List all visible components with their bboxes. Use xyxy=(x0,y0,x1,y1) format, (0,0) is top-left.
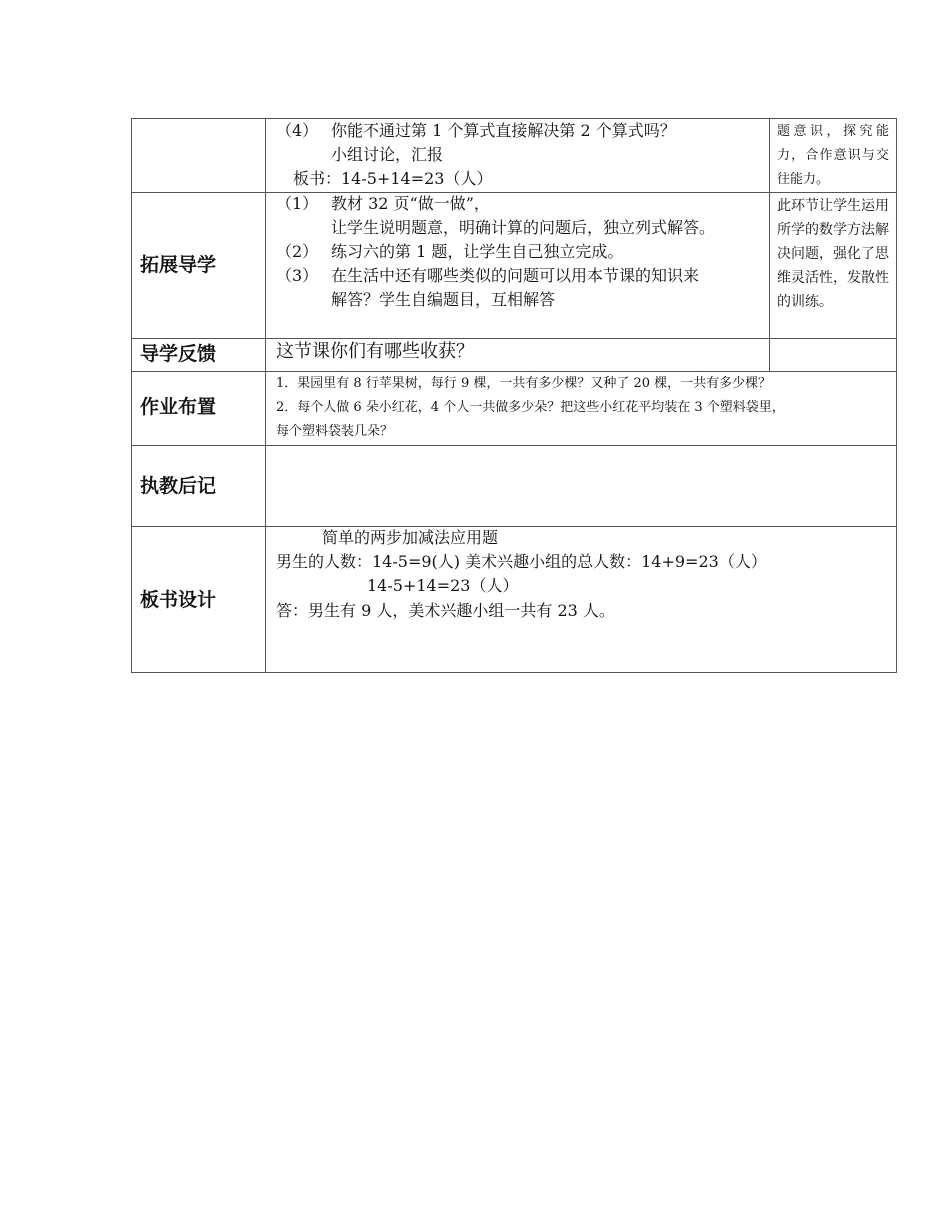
row-divider xyxy=(131,371,897,372)
row-divider xyxy=(131,338,897,339)
row-header-banshu: 板书设计 xyxy=(140,589,217,611)
design-note: 题意识，探究能力，合作意识与交往能力。 xyxy=(777,124,889,187)
row-divider xyxy=(131,445,897,446)
column-divider xyxy=(265,118,266,673)
board-formula: 板书：14-5+14=23（人） xyxy=(293,169,493,188)
design-note: 此环节让学生运用所学的数学方法解决问题，强化了思维灵活性，发散性的训练。 xyxy=(777,198,889,310)
table-border-bottom xyxy=(131,672,897,673)
step-text: 在生活中还有哪些类似的问题可以用本节课的知识来 xyxy=(331,266,700,285)
table-border-right xyxy=(896,118,897,673)
row-header-fankui: 导学反馈 xyxy=(140,343,217,365)
step-number: （4） xyxy=(276,121,319,140)
table-border-left xyxy=(131,118,132,673)
step-text: 教材 32 页“做一做”， xyxy=(331,194,490,213)
board-answer: 答：男生有 9 人，美术兴趣小组一共有 23 人。 xyxy=(276,601,615,620)
feedback-question: 这节课你们有哪些收获？ xyxy=(276,341,474,362)
column-divider xyxy=(769,118,770,372)
step-number: （2） xyxy=(276,242,319,261)
homework-item: 1．果园里有 8 行苹果树，每行 9 棵，一共有多少棵？又种了 20 棵，一共有多少棵？ xyxy=(276,376,772,391)
row-divider xyxy=(131,192,897,193)
step-text: 练习六的第 1 题，让学生自己独立完成。 xyxy=(331,242,624,261)
table-border-top xyxy=(131,118,897,119)
homework-item: 每个塑料袋装几朵？ xyxy=(276,424,394,439)
step-text: 你能不通过第 1 个算式直接解决第 2 个算式吗？ xyxy=(331,121,676,140)
row-header-tuozhan: 拓展导学 xyxy=(140,254,217,276)
step-text: 让学生说明题意，明确计算的问题后，独立列式解答。 xyxy=(331,218,716,237)
step-text: 小组讨论，汇报 xyxy=(331,145,444,164)
step-text: 解答？学生自编题目，互相解答 xyxy=(331,290,556,309)
board-line: 男生的人数：14-5=9(人) 美术兴趣小组的总人数：14+9=23（人） xyxy=(276,552,767,571)
step-number: （3） xyxy=(276,266,319,285)
row-header-zuoye: 作业布置 xyxy=(140,396,217,418)
row-divider xyxy=(131,526,897,527)
board-title: 简单的两步加减法应用题 xyxy=(322,528,499,547)
step-number: （1） xyxy=(276,194,319,213)
homework-item: 2．每个人做 6 朵小红花，4 个人一共做多少朵？把这些小红花平均装在 3 个塑料袋里， xyxy=(276,400,785,415)
row-header-houji: 执教后记 xyxy=(140,475,217,497)
board-line: 14-5+14=23（人） xyxy=(367,576,519,595)
